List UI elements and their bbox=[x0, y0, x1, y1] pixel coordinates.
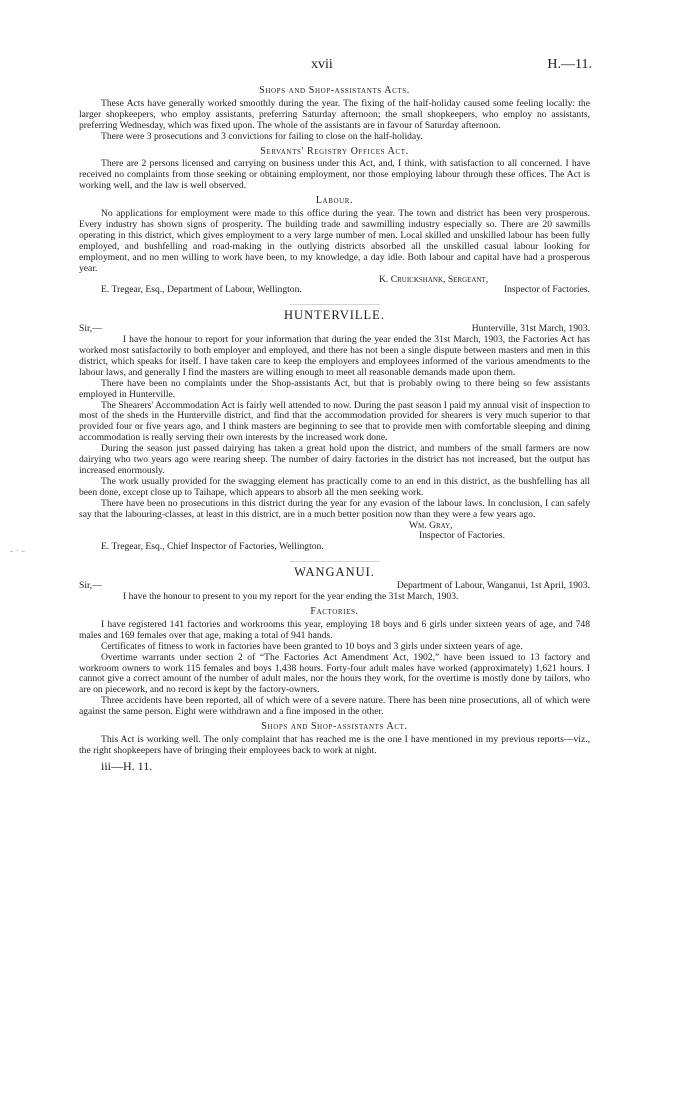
signature-name: K. Cruickshank, Sergeant, bbox=[379, 273, 489, 285]
salutation: Sir,— bbox=[79, 323, 102, 335]
section-divider bbox=[290, 304, 380, 305]
section-hunterville bbox=[79, 310, 590, 553]
section-heading: Shops and Shop-assistants Act. bbox=[261, 721, 408, 733]
section-wanganui bbox=[79, 567, 590, 757]
signature-title: Inspector of Factories. bbox=[419, 530, 506, 542]
section-divider bbox=[290, 561, 380, 562]
place-date: Department of Labour, Wanganui, 1st April, 1903. bbox=[396, 580, 590, 592]
section-shops-acts bbox=[79, 86, 590, 143]
addressee: E. Tregear, Esq., Chief Inspector of Factories, Wellington. bbox=[101, 541, 324, 553]
section-heading: Shops and Shop-assistants Acts. bbox=[259, 85, 410, 96]
paragraph: I have the honour to report for your information that during the year ended the 31st March, 1903, the Factories Act has worked most satisfactorily to both employer and employed, and there has not been a single dispute between masters and men in this district, which speaks for itself. I have taken care to keep the employers and employees informed of the various amendments to the labour laws, and generally I find the masters are willing enough to meet all reasonable demands made upon them. bbox=[79, 334, 590, 378]
section-heading: Factories. bbox=[310, 605, 359, 617]
paragraph: The work usually provided for the swagging element has practically come to an end in this district, as the bushfelling has all been done, except close up to Taihape, which appears to absorb all the men seeking work. bbox=[79, 475, 590, 498]
signature-row bbox=[79, 285, 590, 296]
section-servants-act bbox=[79, 147, 590, 193]
paragraph: No applications for employment were made to this office during the year. The town and district has been very prosperous. Every industry has shown signs of prosperity. The building trade and sawmilling industry especially so. There are 20 sawmills operating in this district, which gives employment to a very large number of men. Local skilled and unskilled labour has been fully employed, and bushfelling and road-making in the outlying districts absorbed all the unskilled casual labour looking for employment, and no men willing to work have been, to my knowledge, a day idle. Both labour and capital have had a prosperous year. bbox=[79, 208, 590, 274]
paragraph: During the season just passed dairying has taken a great hold upon the district, and numbers of the small farmers are now dairying who two years ago were rearing sheep. The number of dairy factories in the district has not increased, but the output has increased enormously. bbox=[79, 443, 590, 476]
place-date: Hunterville, 31st March, 1903. bbox=[471, 323, 590, 335]
paragraph: I have the honour to present to you my report for the year ending the 31st March, 1903. bbox=[123, 591, 459, 603]
district-title: WANGANUI. bbox=[294, 565, 375, 580]
section-heading: Labour. bbox=[315, 195, 354, 207]
paragraph: There have been no prosecutions in this district during the year for any evasion of the labour laws. In conclusion, I can safely say that the labouring-classes, at least in this district, are in a much better position now than they were a few years ago. bbox=[79, 497, 590, 520]
signature-name: Wm. Gray, bbox=[409, 519, 453, 531]
report-reference: H.—11. bbox=[547, 57, 592, 72]
paragraph: There are 2 persons licensed and carrying on business under this Act, and, I think, with satisfaction to all concerned. I have received no complaints from those seeking or obtaining employment, nor those employing labour through these offices. The Act is working well, and the law is well observed. bbox=[79, 158, 590, 192]
district-title: HUNTERVILLE. bbox=[284, 308, 385, 323]
document-page bbox=[79, 57, 592, 773]
sheet-reference: iii—H. 11. bbox=[101, 758, 153, 773]
signature-title: Inspector of Factories. bbox=[503, 284, 590, 296]
paragraph: This Act is working well. The only complaint that has reached me is the one I have mentioned in my previous reports—viz., the right shopkeepers have of bringing their employees back to work at night. bbox=[79, 733, 590, 756]
paragraph: I have registered 141 factories and workrooms this year, employing 18 boys and 6 girls under sixteen years of age, and 748 males and 169 females over that age, making a total of 941 hands. bbox=[79, 618, 590, 641]
section-labour bbox=[79, 196, 590, 296]
salutation: Sir,— bbox=[79, 580, 102, 592]
section-heading: Servants' Registry Offices Act. bbox=[260, 145, 409, 157]
page-header bbox=[79, 57, 592, 82]
margin-mark: - · - bbox=[10, 546, 25, 557]
paragraph: Three accidents have been reported, all of which were of a severe nature. There has been nine prosecutions, all of which were against the same person. Eight were withdrawn and a fine imposed in the other. bbox=[79, 695, 590, 718]
page-number: xvii bbox=[311, 57, 333, 72]
paragraph: The Shearers' Accommodation Act is fairly well attended to now. During the past season I paid my annual visit of inspection to most of the sheds in the Hunterville district, and find that the accommodation provided for shearers is very much superior to that provided four or five years ago, and I think masters are beginning to see that to provide men with comfortable sleeping and dining accommodation is really serving their own interests by the increased work done. bbox=[79, 399, 590, 444]
paragraph: Certificates of fitness to work in factories have been granted to 10 boys and 3 girls under sixteen years of age. bbox=[101, 640, 523, 652]
paragraph: There have been no complaints under the Shop-assistants Act, but that is probably owing to there being so few assistants employed in Hunterville. bbox=[79, 377, 590, 400]
paragraph: There were 3 prosecutions and 3 convictions for failing to close on the half-holiday. bbox=[101, 130, 423, 142]
paragraph: These Acts have generally worked smoothly during the year. The fixing of the half-holiday caused some feeling locally: the larger shopkeepers, who employ assistants, preferring Saturday afternoon; the small shopkeepers, who employ no assistants, preferring Wednesday, which was fixed upon. The whole of the assistants are in favour of Saturday afternoon. bbox=[79, 97, 590, 131]
paragraph: Overtime warrants under section 2 of “The Factories Act Amendment Act, 1902,” have been issued to 13 factory and workroom owners to work 115 females and boys 1,438 hours. Forty-four adult males have worked (approximately) 1,621 hours. I cannot give a correct amount of the number of adult males, nor the hours they work, for the overtime is mostly done by tailors, who are on piecework, and no record is kept by the factory-owners. bbox=[79, 651, 590, 696]
addressee: E. Tregear, Esq., Department of Labour, Wellington. bbox=[101, 284, 302, 296]
